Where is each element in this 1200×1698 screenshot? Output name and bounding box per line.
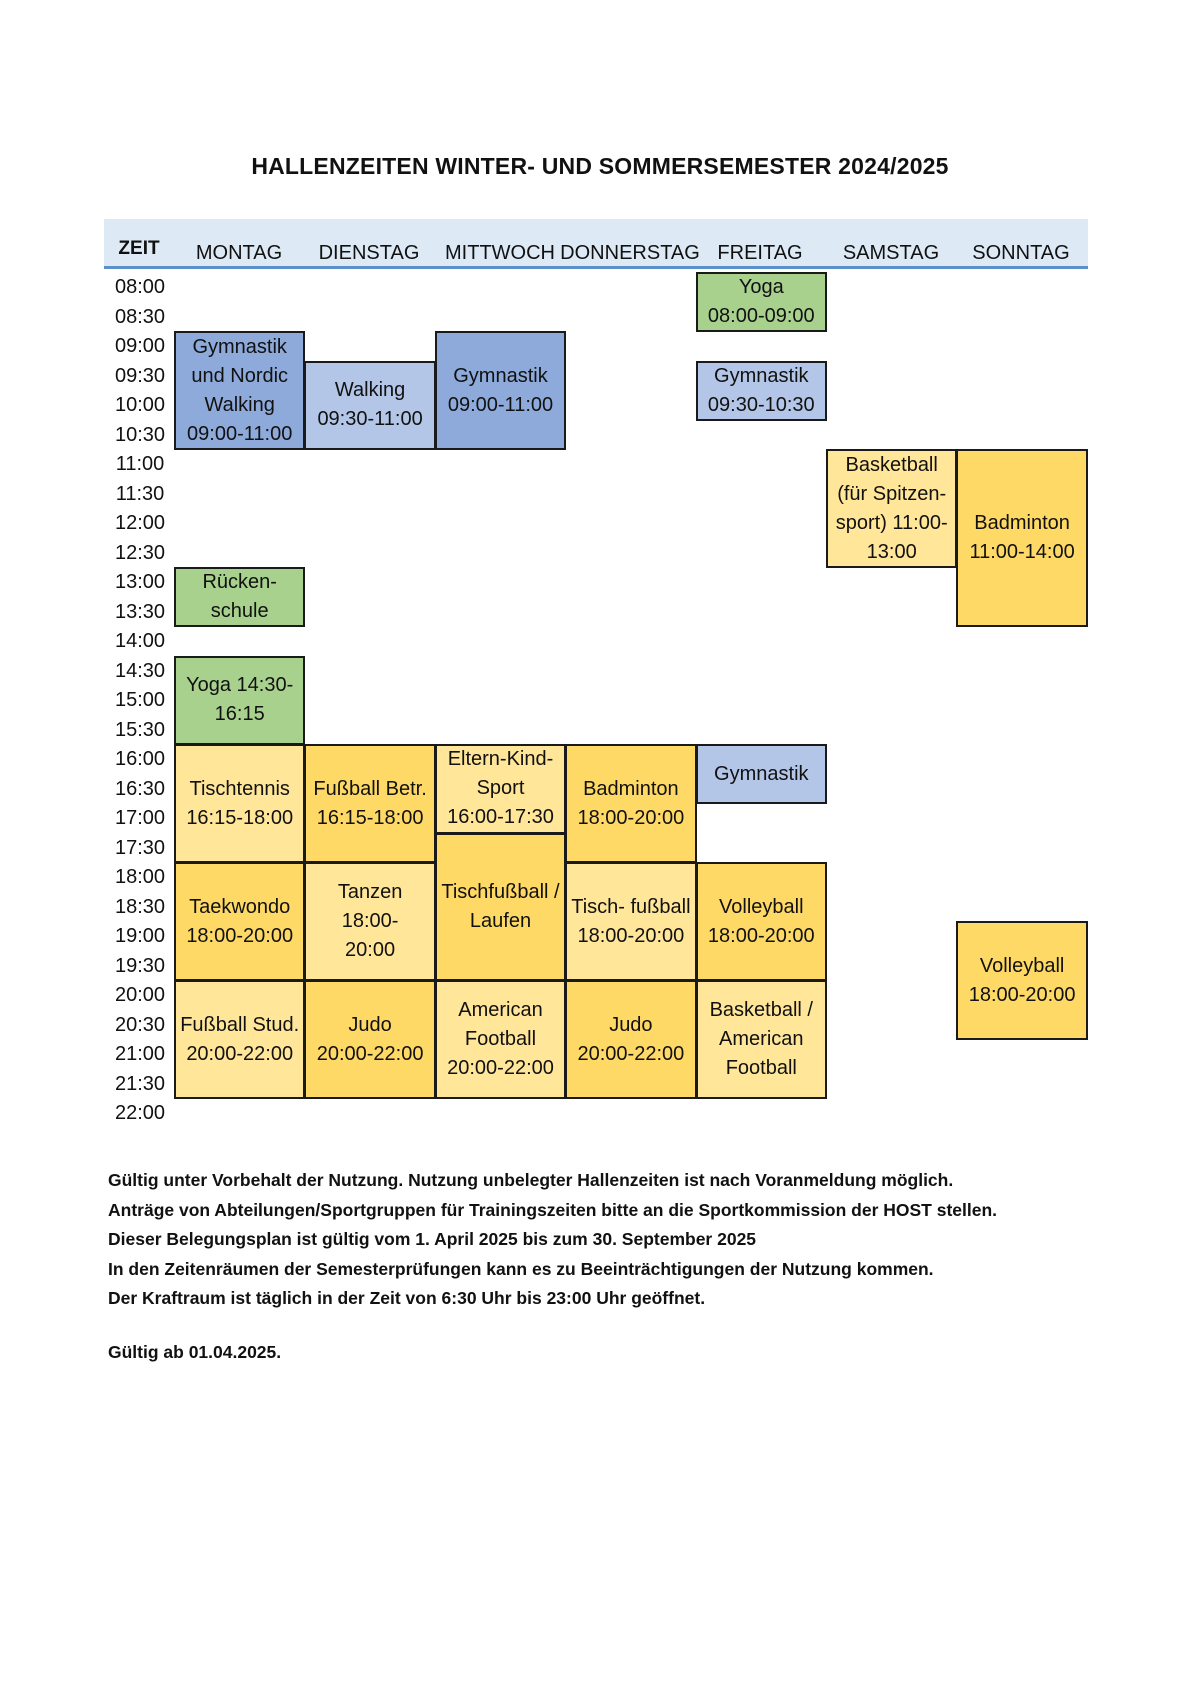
schedule-event (435, 744, 566, 834)
time-label: 15:30 (114, 718, 166, 741)
schedule-event (696, 862, 827, 981)
schedule-event (174, 744, 305, 863)
event-label: Gymnastik 09:00-11:00 (447, 364, 554, 416)
time-label: 16:30 (114, 777, 166, 800)
schedule-event (565, 980, 696, 1099)
time-label: 09:00 (114, 335, 166, 357)
header-day-samstag: SAMSTAG (842, 242, 940, 264)
schedule-event (304, 862, 435, 981)
schedule-event (435, 833, 566, 982)
note-line: Gültig unter Vorbehalt der Nutzung. Nutzung unbelegter Hallenzeiten ist nach Voranmeldung möglich. (108, 1170, 954, 1190)
event-label: Walking 09:30-11:00 (317, 379, 423, 431)
time-label: 13:00 (114, 571, 166, 593)
schedule-event (565, 862, 696, 981)
time-label: 08:00 (114, 276, 166, 298)
header-day-sonntag: SONNTAG (972, 242, 1070, 264)
schedule-event (304, 744, 435, 863)
valid-from: Gültig ab 01.04.2025. (108, 1342, 282, 1362)
time-label: 15:00 (114, 689, 166, 711)
event-label: Tanzen 18:00- 20:00 (337, 881, 403, 961)
time-label: 20:30 (114, 1013, 166, 1036)
note-line: Anträge von Abteilungen/Sportgruppen für Trainingszeiten bitte an die Sportkommission der HOST stellen. (108, 1199, 998, 1220)
event-label: Rücken- schule (202, 571, 277, 622)
time-label: 12:30 (114, 541, 166, 564)
time-label: 21:30 (114, 1072, 166, 1095)
schedule-event (304, 361, 435, 451)
event-label: Fußball Betr. 16:15-18:00 (313, 777, 427, 829)
event-label: Judo 20:00-22:00 (316, 1013, 424, 1065)
time-label: 22:00 (114, 1102, 166, 1124)
event-label: Gymnastik 09:30-10:30 (707, 364, 815, 416)
event-label: Volleyball 18:00-20:00 (968, 954, 1076, 1006)
event-label: Yoga 14:30- 16:15 (186, 674, 294, 726)
page-title: HALLENZEITEN WINTER- UND SOMMERSEMESTER 2024/2025 (251, 153, 949, 179)
event-label: Basketball (für Spitzen- sport) 11:00- 13:00 (835, 453, 948, 563)
schedule-event (174, 656, 305, 746)
time-label: 16:00 (114, 748, 166, 770)
time-label: 17:00 (114, 807, 166, 829)
event-label: Yoga 08:00-09:00 (707, 276, 815, 327)
schedule-event (826, 449, 957, 568)
time-label: 13:30 (114, 600, 166, 623)
event-label: Taekwondo 18:00-20:00 (186, 895, 294, 947)
time-label: 20:00 (114, 984, 166, 1006)
schedule-event (696, 272, 827, 332)
time-label: 10:00 (114, 394, 166, 416)
schedule-event (174, 862, 305, 981)
header-day-montag: MONTAG (195, 242, 283, 264)
event-label: American Football 20:00-22:00 (447, 999, 554, 1079)
schedule-event (565, 744, 696, 863)
event-label: Badminton 18:00-20:00 (577, 777, 685, 829)
event-label: Badminton 11:00-14:00 (969, 512, 1075, 563)
event-label: Gymnastik und Nordic Walking 09:00-11:00 (187, 335, 293, 445)
event-label: Tisch- fußball 18:00-20:00 (571, 895, 691, 947)
note-line: Dieser Belegungsplan ist gültig vom 1. April 2025 bis zum 30. September 2025 (108, 1229, 757, 1249)
schedule-event (696, 980, 827, 1099)
header-zeit: ZEIT (118, 238, 160, 259)
time-label: 19:00 (114, 925, 166, 947)
time-label: 09:30 (114, 364, 166, 387)
time-label: 14:30 (114, 659, 166, 682)
schedule-event (696, 361, 827, 421)
notes (108, 1166, 997, 1314)
time-label: 11:00 (115, 453, 165, 475)
event-label: Fußball Stud. 20:00-22:00 (180, 1013, 300, 1065)
time-label: 14:00 (114, 630, 166, 652)
schedule-event (174, 980, 305, 1099)
time-label: 08:30 (114, 305, 166, 328)
time-label: 18:30 (114, 895, 166, 918)
header-day-donnerstag: DONNERSTAG (560, 242, 700, 264)
header-day-freitag: FREITAG (717, 242, 803, 264)
schedule-event (304, 980, 435, 1099)
schedule-event (435, 331, 566, 450)
event-label: Tischfußball / Laufen (441, 880, 560, 932)
schedule-event (174, 567, 305, 627)
event-label: Eltern-Kind- Sport 16:00-17:30 (447, 748, 554, 829)
event-label: Gymnastik (714, 762, 809, 785)
header-day-mittwoch: MITTWOCH (445, 242, 555, 264)
schedule-event (696, 744, 827, 804)
event-label: Tischtennis 16:15-18:00 (186, 777, 294, 829)
time-label: 19:30 (114, 954, 166, 977)
time-label: 21:00 (114, 1043, 166, 1065)
time-label: 12:00 (114, 512, 166, 534)
event-label: Volleyball 18:00-20:00 (707, 895, 815, 947)
time-label: 11:30 (115, 482, 165, 505)
event-label: Basketball / American Football (709, 999, 813, 1079)
time-label: 10:30 (114, 423, 166, 446)
schedule-event (956, 449, 1087, 627)
time-label: 17:30 (114, 836, 166, 859)
schedule-event (435, 980, 566, 1099)
note-line: In den Zeitenräumen der Semesterprüfungen kann es zu Beeinträchtigungen der Nutzung kommen. (108, 1258, 934, 1279)
time-label: 18:00 (114, 866, 166, 888)
note-line: Der Kraftraum ist täglich in der Zeit von 6:30 Uhr bis 23:00 Uhr geöffnet. (108, 1288, 706, 1308)
event-label: Judo 20:00-22:00 (577, 1013, 685, 1065)
schedule-event (174, 331, 305, 450)
header-day-dienstag: DIENSTAG (318, 242, 420, 264)
schedule-event (956, 921, 1087, 1040)
